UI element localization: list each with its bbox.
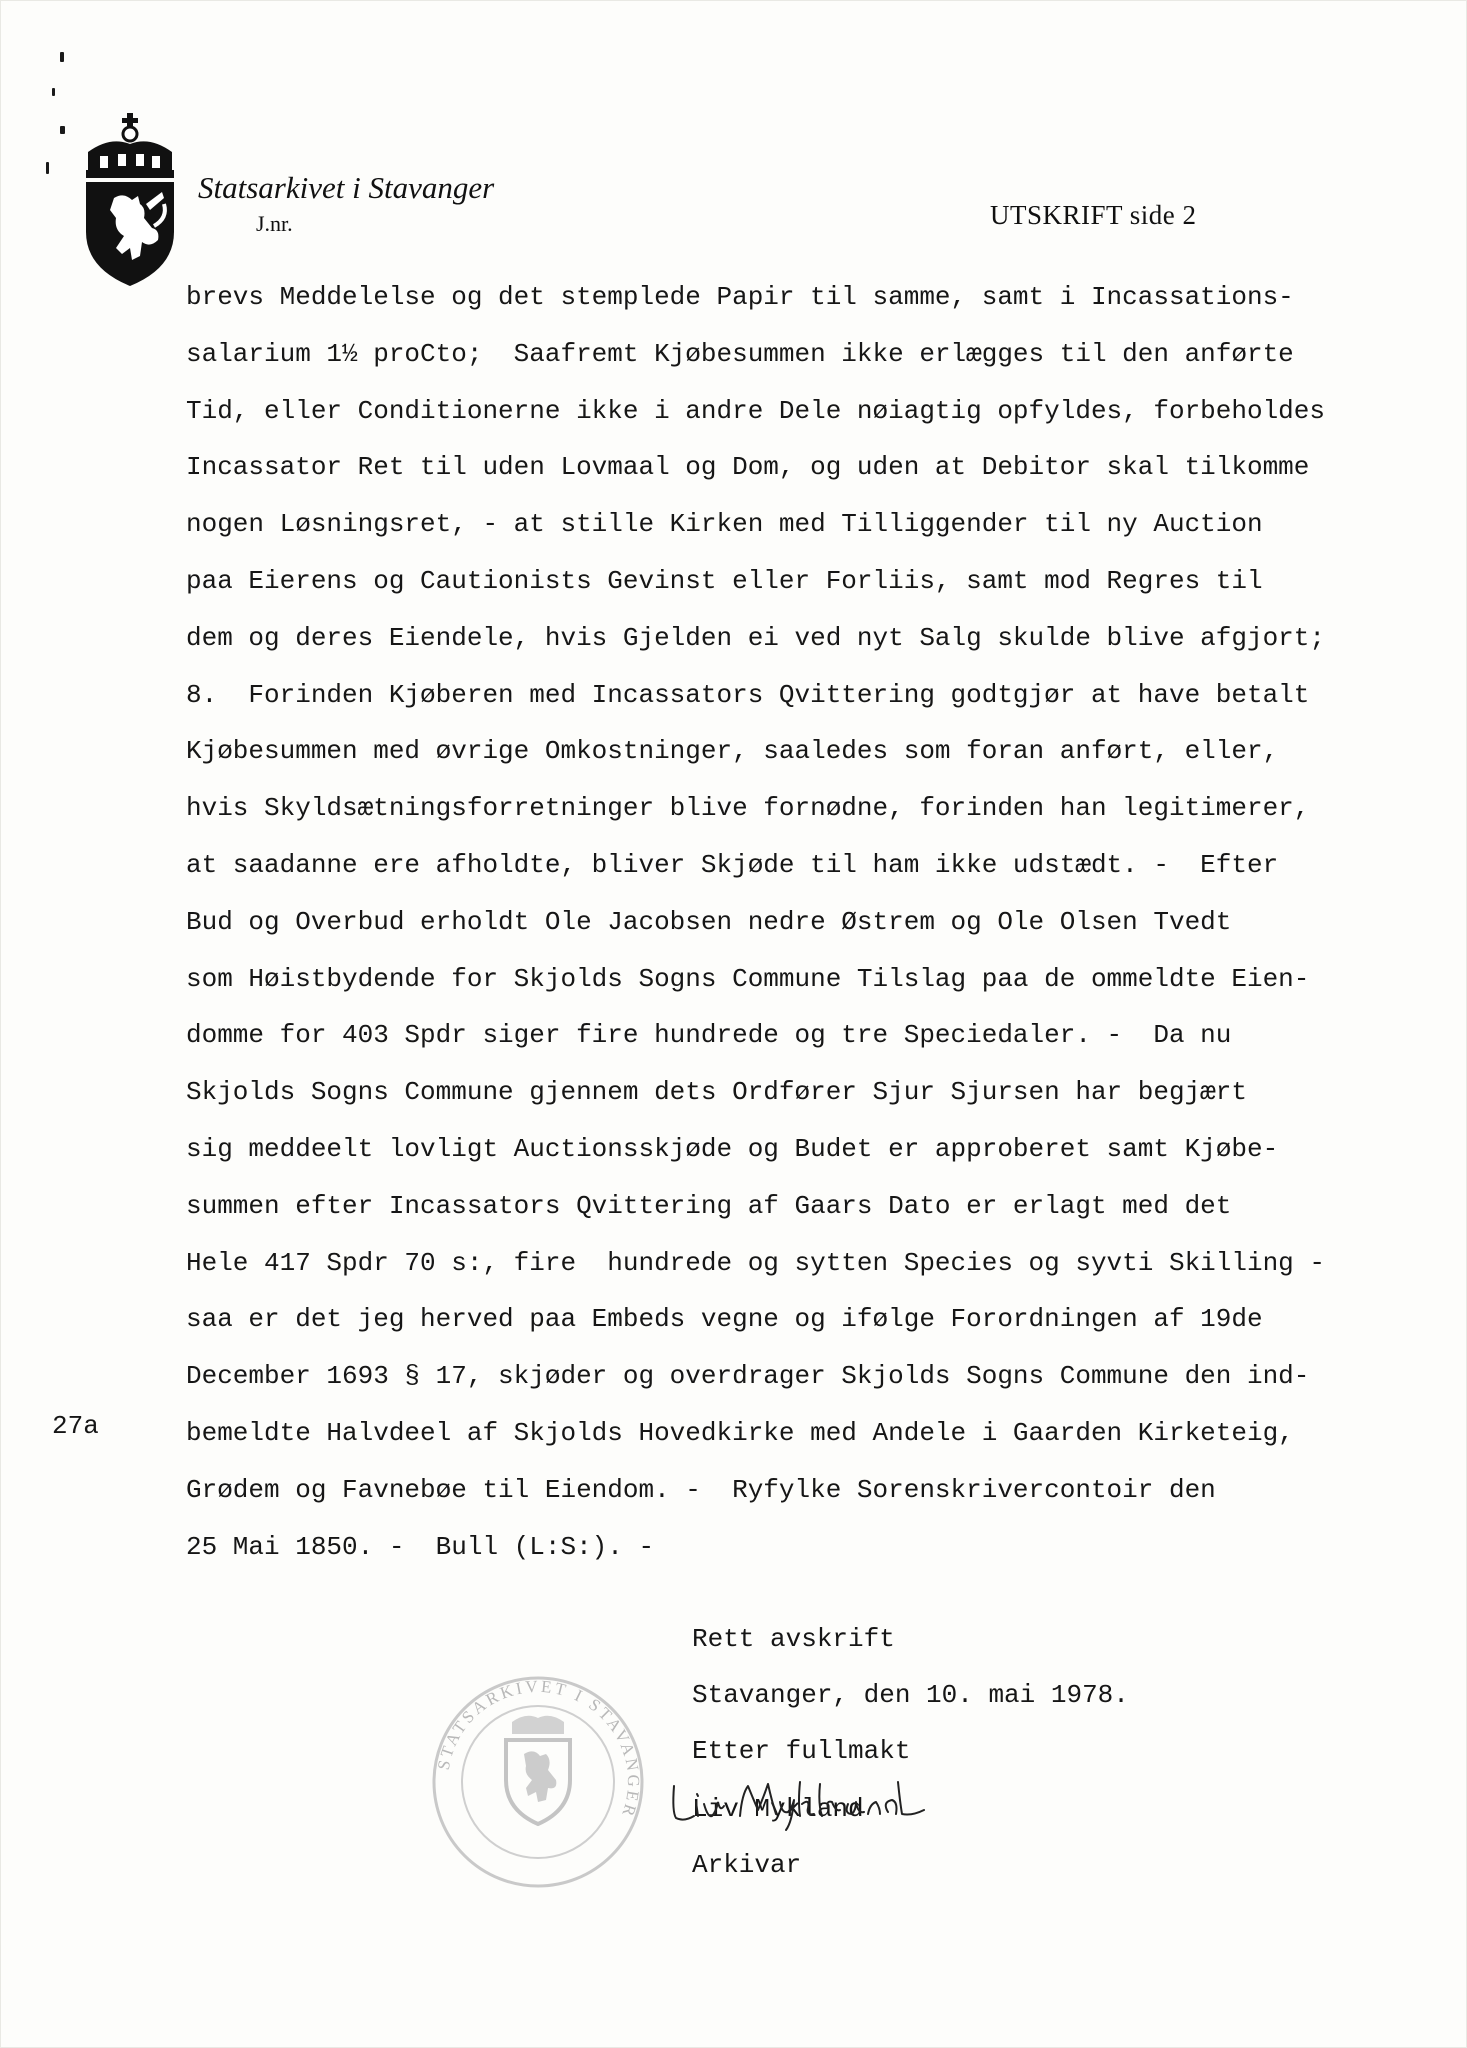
journal-number-label: J.nr.	[256, 211, 293, 236]
archive-name: Statsarkivet i Stavanger	[198, 170, 495, 205]
scan-mark	[46, 162, 49, 174]
text-line: hvis Skyldsætningsforretninger blive fornødne, forinden han legitimerer,	[186, 793, 1310, 824]
margin-reference: 27a	[52, 1411, 99, 1441]
scan-mark	[60, 52, 64, 62]
text-line: Skjolds Sogns Commune gjennem dets Ordfører Sjur Sjursen har begjært	[186, 1077, 1247, 1108]
coat-of-arms-icon	[80, 108, 180, 288]
text-line: 25 Mai 1850. - Bull (L:S:). -	[186, 1531, 655, 1562]
certification-place-date: Stavanger, den 10. mai 1978.	[692, 1680, 1129, 1710]
seal-text: STATSARKIVET I STAVANGER	[433, 1676, 644, 1822]
text-line: at saadanne ere afholdte, bliver Skjøde til ham ikke udstædt. - Efter	[186, 849, 1279, 880]
archive-seal-icon	[428, 1672, 648, 1892]
text-line: Kjøbesummen med øvrige Omkostninger, saaledes som foran anført, eller,	[186, 736, 1279, 767]
text-line: som Høistbydende for Skjolds Sogns Commune Tilslag paa de ommeldte Eien-	[186, 963, 1310, 994]
text-line: 8. Forinden Kjøberen med Incassators Qvittering godtgjør at have betalt	[186, 679, 1310, 710]
page-label: UTSKRIFT side 2	[990, 200, 1197, 230]
scan-mark	[52, 88, 55, 96]
text-line: Tid, eller Conditionerne ikke i andre Dele nøiagtig opfyldes, forbeholdes	[186, 395, 1325, 426]
handwritten-signature	[668, 1772, 938, 1832]
text-line: brevs Meddelelse og det stemplede Papir til samme, samt i Incassations-	[186, 282, 1294, 312]
text-line: dem og deres Eiendele, hvis Gjelden ei ved nyt Salg skulde blive afgjort;	[186, 622, 1325, 653]
text-line: Bud og Overbud erholdt Ole Jacobsen nedre Østrem og Ole Olsen Tvedt	[186, 906, 1232, 937]
text-line: bemeldte Halvdeel af Skjolds Hovedkirke med Andele i Gaarden Kirketeig,	[186, 1417, 1294, 1448]
authorization-line: Etter fullmakt	[692, 1736, 911, 1766]
text-line: salarium 1½ proCto; Saafremt Kjøbesummen ikke erlægges til den anførte	[186, 338, 1294, 369]
text-line: saa er det jeg herved paa Embeds vegne og ifølge Forordningen af 19de	[186, 1304, 1263, 1335]
text-line: Incassator Ret til uden Lovmaal og Dom, og uden at Debitor skal tilkomme	[186, 452, 1310, 483]
transcript-body	[186, 269, 1426, 1575]
signer-title: Arkivar	[692, 1850, 802, 1880]
letterhead	[80, 108, 1380, 293]
text-line: paa Eierens og Cautionists Gevinst eller Forliis, samt mod Regres til	[186, 565, 1263, 596]
text-line: summen efter Incassators Qvittering af Gaars Dato er erlagt med det	[186, 1190, 1232, 1221]
text-line: domme for 403 Spdr siger fire hundrede og tre Speciedaler. - Da nu	[186, 1020, 1232, 1051]
text-line: nogen Løsningsret, - at stille Kirken med Tilliggender til ny Auction	[186, 509, 1263, 540]
scan-mark	[60, 126, 65, 134]
text-line: December 1693 § 17, skjøder og overdrager Skjolds Sogns Commune den ind-	[186, 1361, 1310, 1392]
text-line: Grødem og Favnebøe til Eiendom. - Ryfylke Sorenskrivercontoir den	[186, 1474, 1216, 1505]
certification-line: Rett avskrift	[692, 1624, 895, 1654]
signer-name: Liv Mykland	[692, 1794, 864, 1824]
text-line: Hele 417 Spdr 70 s:, fire hundrede og sytten Species og syvti Skilling -	[186, 1247, 1325, 1278]
text-line: sig meddeelt lovligt Auctionsskjøde og Budet er approberet samt Kjøbe-	[186, 1133, 1279, 1164]
